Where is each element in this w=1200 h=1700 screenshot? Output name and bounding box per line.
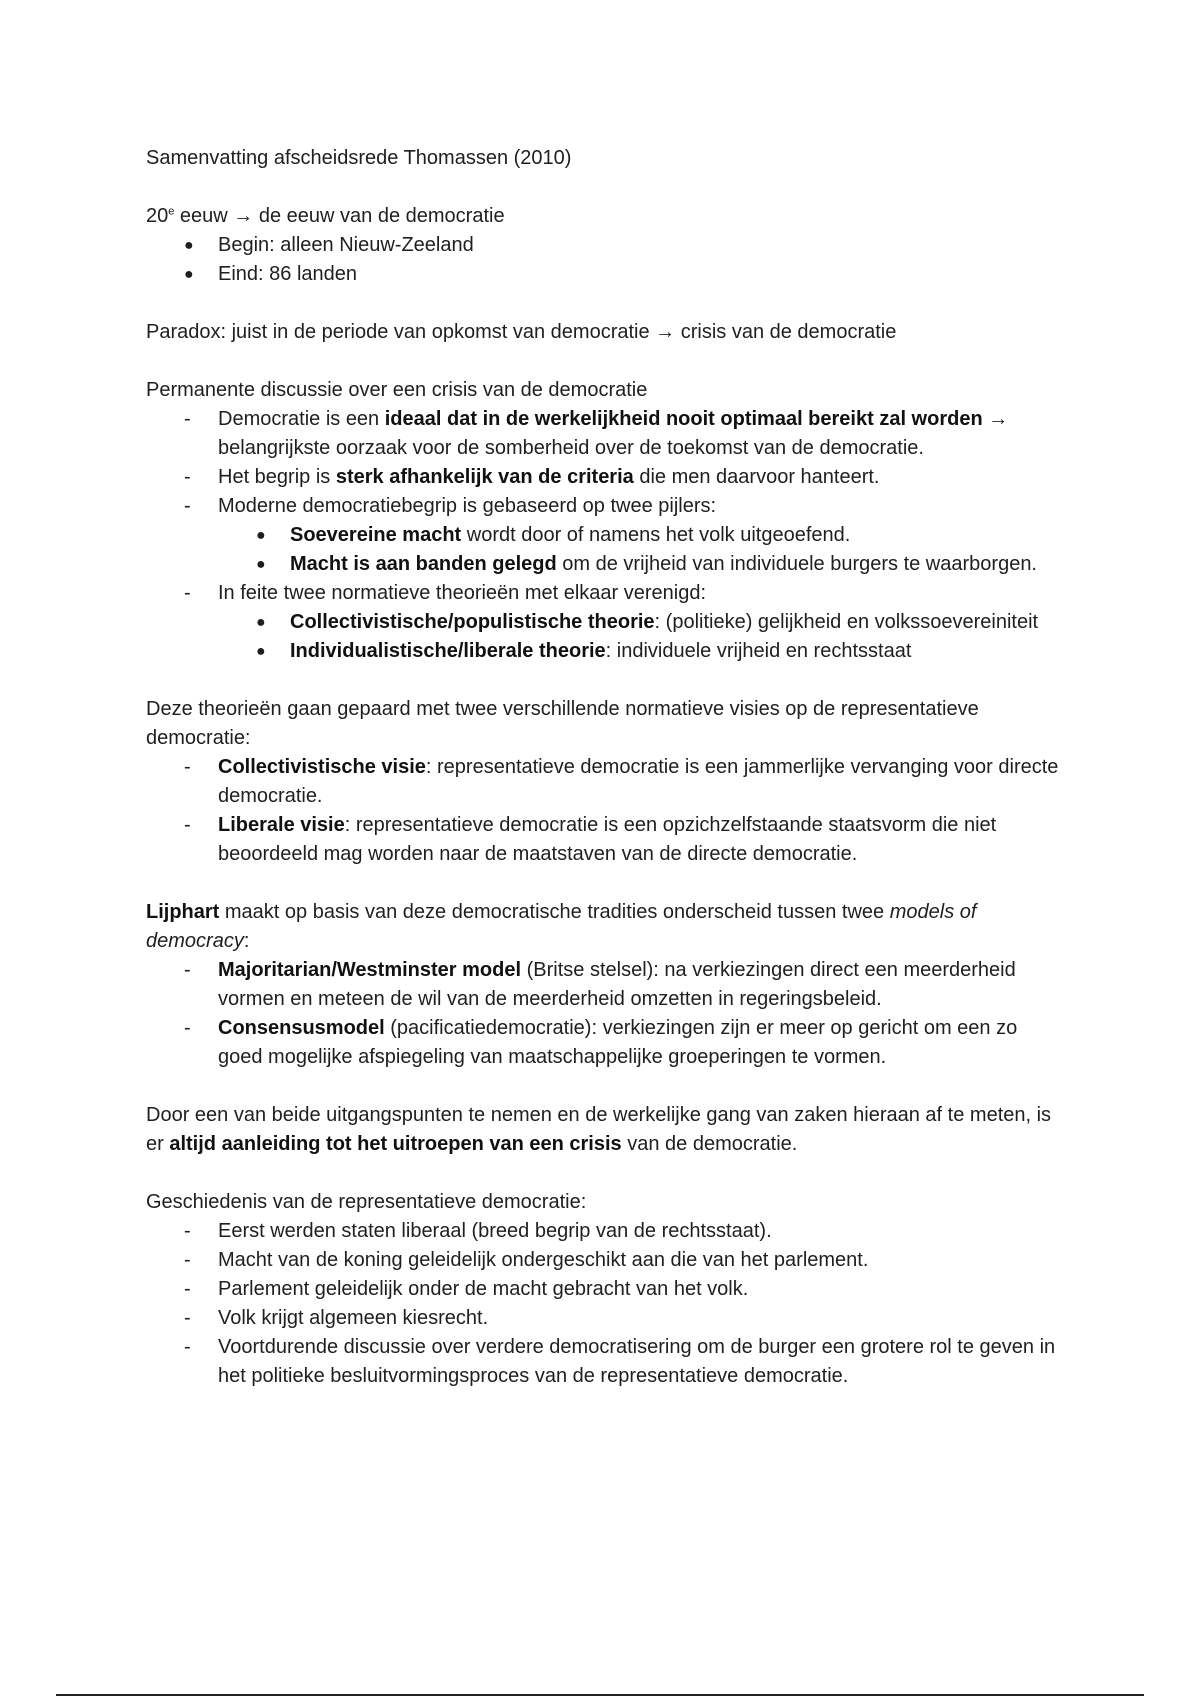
section-heading: Permanente discussie over een crisis van de democratie	[146, 379, 648, 401]
list-item: - Moderne democratiebegrip is gebaseerd op twee pijlers:	[146, 492, 1066, 521]
footer-rule	[56, 1694, 1144, 1696]
list-item: - Het begrip is sterk afhankelijk van de criteria die men daarvoor hanteert.	[146, 463, 1066, 492]
list-item: - Macht van de koning geleidelijk ondergeschikt aan die van het parlement.	[146, 1246, 1066, 1275]
century-line: 20e eeuw → de eeuw van de democratie	[146, 205, 505, 227]
list-item: - Volk krijgt algemeen kiesrecht.	[146, 1304, 1066, 1333]
dash-marker: -	[184, 495, 191, 517]
bullet-icon: ●	[184, 266, 194, 283]
dash-marker: -	[184, 1307, 191, 1329]
sub-list-item: ● Individualistische/liberale theorie: individuele vrijheid en rechtsstaat	[146, 637, 1066, 666]
sub-list-item: ● Macht is aan banden gelegd om de vrijheid van individuele burgers te waarborgen.	[146, 550, 1066, 579]
theories-list	[146, 753, 1066, 869]
list-item: - Eerst werden staten liberaal (breed begrip van de rechtsstaat).	[146, 1217, 1066, 1246]
section-heading: Geschiedenis van de representatieve democratie:	[146, 1191, 587, 1213]
list-item: - Liberale visie: representatieve democratie is een opzichzelfstaande staatsvorm die niet beoordeeld mag worden naar de maatstaven van de directe democratie.	[146, 811, 1066, 869]
list-item: - Voortdurende discussie over verdere democratisering om de burger een grotere rol te geven in het politieke besluitvormingsproces van de representatieve democratie.	[146, 1333, 1066, 1391]
dash-marker: -	[184, 814, 191, 836]
dash-marker: -	[184, 582, 191, 604]
dash-marker: -	[184, 1249, 191, 1271]
list-item: - Democratie is een ideaal dat in de werkelijkheid nooit optimaal bereikt zal worden → belangrijkste oorzaak voor de somberheid over de toekomst van de democratie.	[146, 405, 1066, 463]
sub-list-item: ● Soevereine macht wordt door of namens het volk uitgeoefend.	[146, 521, 1066, 550]
paradox-line: Paradox: juist in de periode van opkomst van democratie → crisis van de democratie	[146, 321, 897, 343]
document-page	[146, 144, 1066, 1391]
list-item: - Parlement geleidelijk onder de macht gebracht van het volk.	[146, 1275, 1066, 1304]
century-list	[146, 231, 1066, 289]
list-item: - Consensusmodel (pacificatiedemocratie): verkiezingen zijn er meer op gericht om een zo goed mogelijke afspiegeling van maatschappelijke groeperingen te vormen.	[146, 1014, 1066, 1072]
document-title: Samenvatting afscheidsrede Thomassen (2010)	[146, 147, 572, 169]
bullet-icon: ●	[256, 527, 266, 544]
dash-marker: -	[184, 408, 191, 430]
dash-marker: -	[184, 1220, 191, 1242]
dash-marker: -	[184, 1278, 191, 1300]
superscript-e: e	[168, 205, 175, 218]
theories-intro: Deze theorieën gaan gepaard met twee verschillende normatieve visies op de representatieve democratie:	[146, 698, 979, 749]
dash-marker: -	[184, 466, 191, 488]
lijphart-list	[146, 956, 1066, 1072]
perm-list	[146, 405, 1066, 666]
list-item: - Majoritarian/Westminster model (Britse stelsel): na verkiezingen direct een meerderheid vormen en meteen de wil van de meerderheid omzetten in regeringsbeleid.	[146, 956, 1066, 1014]
dash-marker: -	[184, 959, 191, 981]
list-item: - In feite twee normatieve theorieën met elkaar verenigd:	[146, 579, 1066, 608]
bullet-icon: ●	[256, 556, 266, 573]
crisis-paragraph: Door een van beide uitgangspunten te nemen en de werkelijke gang van zaken hieraan af te meten, is er altijd aanleiding tot het uitroepen van een crisis van de democratie.	[146, 1104, 1052, 1155]
bullet-icon: ●	[256, 643, 266, 660]
bullet-icon: ●	[184, 237, 194, 254]
dash-marker: -	[184, 1336, 191, 1358]
list-item: ● Begin: alleen Nieuw-Zeeland	[146, 231, 1066, 260]
list-item: - Collectivistische visie: representatieve democratie is een jammerlijke vervanging voor directe democratie.	[146, 753, 1066, 811]
lijphart-intro: Lijphart maakt op basis van deze democratische tradities onderscheid tussen twee models of democracy:	[146, 901, 977, 952]
history-list	[146, 1217, 1066, 1391]
sub-list-item: ● Collectivistische/populistische theorie: (politieke) gelijkheid en volkssoevereiniteit	[146, 608, 1066, 637]
list-item: ● Eind: 86 landen	[146, 260, 1066, 289]
dash-marker: -	[184, 756, 191, 778]
bullet-icon: ●	[256, 614, 266, 631]
dash-marker: -	[184, 1017, 191, 1039]
